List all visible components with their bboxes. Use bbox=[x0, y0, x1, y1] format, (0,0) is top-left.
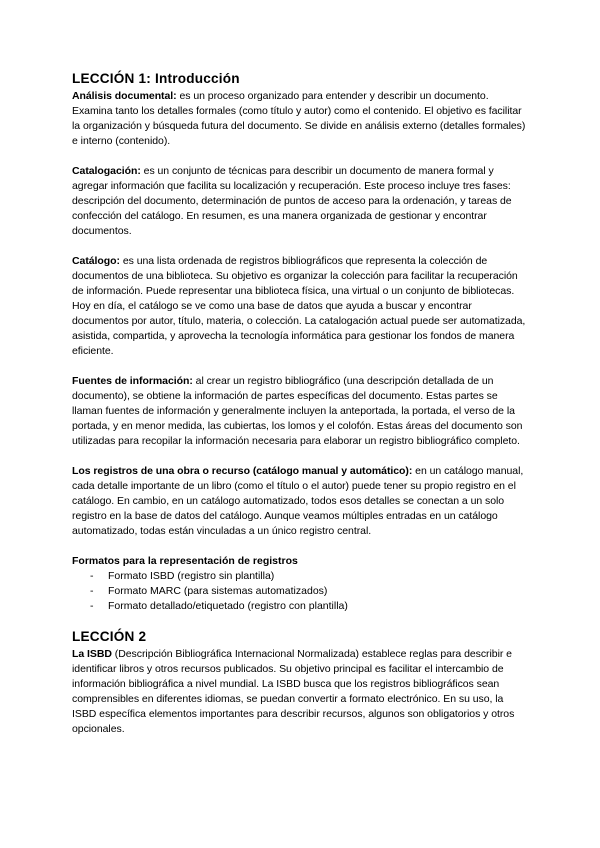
text-analisis-documental: es un proceso organizado para entender y describir un documento. Examina tanto los detalles formales (como título y autor) como el contenido. El objetivo es facilitar la organización y búsqueda futura del documento. Se divide en análisis externo (detalles formales) e interno (contenido). bbox=[72, 90, 526, 147]
term-analisis-documental: Análisis documental: bbox=[72, 90, 177, 102]
list-item bbox=[72, 584, 528, 599]
format-item-marc: Formato MARC (para sistemas automatizados) bbox=[108, 585, 328, 597]
section-catalogo bbox=[72, 254, 528, 359]
document-page bbox=[72, 70, 528, 752]
term-isbd: La ISBD bbox=[72, 648, 112, 660]
term-registros: Los registros de una obra o recurso (catálogo manual y automático): bbox=[72, 465, 413, 477]
format-item-isbd: Formato ISBD (registro sin plantilla) bbox=[108, 570, 275, 582]
text-registros: en un catálogo manual, cada detalle importante de un libro (como el título o el autor) puede tener su propio registro en el catálogo. En cambio, en un catálogo automatizado, todos esos detalles se conectan a un solo registro en la base de datos del catálogo. Aunque veamos múltiples entradas en un catálogo automatizado, todas están vinculadas a un único registro central. bbox=[72, 465, 524, 537]
formats-heading: Formatos para la representación de registros bbox=[72, 555, 298, 567]
section-fuentes-informacion bbox=[72, 374, 528, 449]
list-dash: - bbox=[90, 570, 94, 582]
list-item bbox=[72, 569, 528, 584]
list-dash: - bbox=[90, 600, 94, 612]
text-catalogacion: es un conjunto de técnicas para describir un documento de manera formal y agregar información que facilita su localización y recuperación. Este proceso incluye tres fases: descripción del documento, determinación de puntos de acceso para la ordenación, y tareas de confección del catálogo. En resumen, es una manera organizada de gestionar y encontrar documentos. bbox=[72, 165, 512, 237]
text-fuentes-informacion: al crear un registro bibliográfico (una descripción detallada de un documento), se obtiene la información de partes específicas del documento. Estas partes se llaman fuentes de información y generalmente incluyen la anteportada, la portada, el verso de la portada, y en menor medida, las cubiertas, los lomos y el colofón. Estas áreas del documento son utilizadas para recopilar la información necesaria para elaborar un registro bibliográfico completo. bbox=[72, 375, 523, 447]
format-item-detallado: Formato detallado/etiquetado (registro con plantilla) bbox=[108, 600, 348, 612]
text-isbd: (Descripción Bibliográfica Internacional Normalizada) establece reglas para describir e identificar libros y otros recursos publicados. Su objetivo principal es facilitar el intercambio de información bibliográfica a nivel mundial. La ISBD busca que los registros bibliográficos sean comprensibles en diferentes idiomas, se puedan convertir a formato electrónico. En su uso, la ISBD específica elementos importantes para describir recursos, algunos son obligatorios y otros opcionales. bbox=[72, 648, 515, 735]
lesson1-heading: LECCIÓN 1: Introducción bbox=[72, 71, 240, 86]
list-item bbox=[72, 599, 528, 614]
lesson2-heading: LECCIÓN 2 bbox=[72, 629, 147, 644]
term-catalogacion: Catalogación: bbox=[72, 165, 141, 177]
section-registros bbox=[72, 464, 528, 539]
term-catalogo: Catálogo: bbox=[72, 255, 120, 267]
section-analisis-documental bbox=[72, 89, 528, 149]
text-catalogo: es una lista ordenada de registros bibliográficos que representa la colección de documentos de una biblioteca. Su objetivo es organizar la colección para facilitar la recuperación de información. Puede representar una biblioteca física, una virtual o un conjunto de bibliotecas. Hoy en día, el catálogo se ve como una base de datos que ayuda a buscar y encontrar documentos por autor, título, materia, o colección. La catalogación actual puede ser automatizada, asistida, compartida, y aprovecha la tecnología informática para gestionar los fondos de manera eficiente. bbox=[72, 255, 526, 357]
formats-list bbox=[72, 569, 528, 614]
section-isbd bbox=[72, 647, 528, 737]
section-catalogacion bbox=[72, 164, 528, 239]
list-dash: - bbox=[90, 585, 94, 597]
term-fuentes-informacion: Fuentes de información: bbox=[72, 375, 193, 387]
